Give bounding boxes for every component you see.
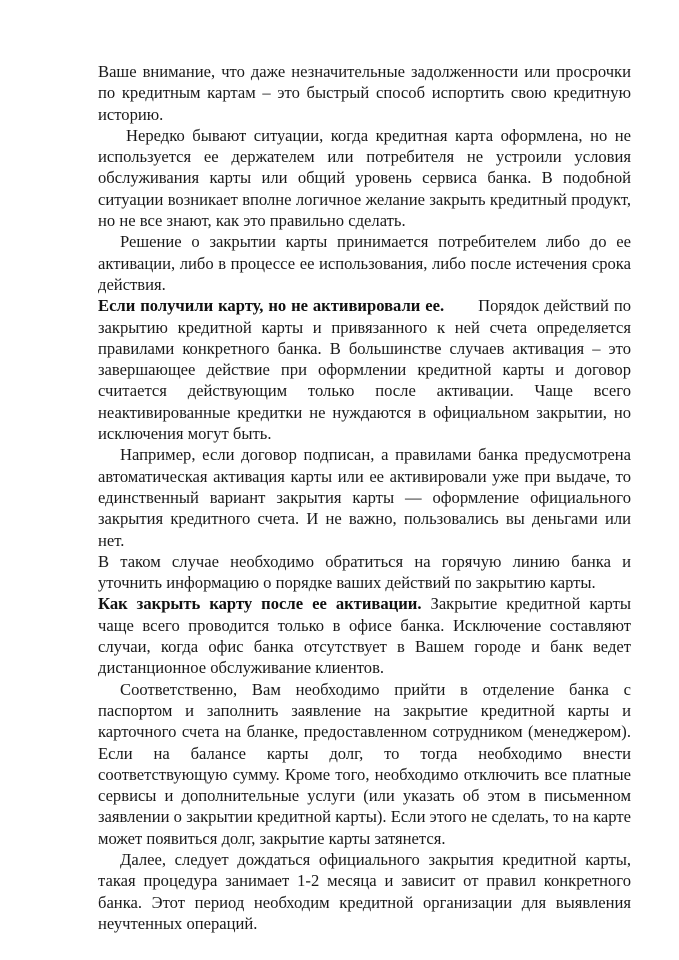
section-not-activated [98,295,631,444]
paragraph-official-closure-wait: Далее, следует дождаться официального закрытия кредитной карты, такая процедура занимает 1-2 месяца и зависит от правил конкретного банка. Этот период необходим кредитной организации для выявления неучтенных операций. [98,849,631,933]
paragraph-unused-card-situation: Нередко бывают ситуации, когда кредитная карта оформлена, но не используется ее держателем или потребителя не устроили условия обслуживания карты или общий уровень сервиса банка. В подобной ситуации возникает вполне логичное желание закрыть кредитный продукт, но не все знают, как это правильно сделать. [98,125,631,231]
section-heading-not-activated: Если получили карту, но не активировали ее. [98,296,445,316]
section-body-not-activated: Порядок действий по закрытию кредитной карты и привязанного к ней счета определяется правилами конкретного банка. В большинстве случаев активация – это завершающее действие при оформлении кредитной карты и договор считается действующим только после активации. Чаще всего неактивированные кредитки не нуждаются в официальном закрытии, но исключения могут быть. [98,296,632,444]
section-body-after-activation: Закрытие кредитной карты чаще всего проводится только в офисе банка. Исключение составляют случаи, когда офис банка отсутствует в Вашем городе и банк ведет дистанционное обслуживание клиентов. [98,594,631,678]
paragraph-closing-decision: Решение о закрытии карты принимается потребителем либо до ее активации, либо в процессе ее использования, либо после истечения срока действия. [98,232,631,294]
section-after-activation [98,593,631,678]
section-heading-after-activation: Как закрыть карту после ее активации. [98,594,422,614]
paragraph-auto-activation-example: Например, если договор подписан, а правилами банка предусмотрена автоматическая активация карты или ее активировали уже при выдаче, то единственный вариант закрытия карты — оформление официального закрытия кредитного счета. И не важно, пользовались вы деньгами или нет. [98,445,631,550]
paragraph-bank-visit-procedure: Соответственно, Вам необходимо прийти в отделение банка с паспортом и заполнить заявление на закрытие кредитной карты и карточного счета на бланке, предоставленном сотрудником (менеджером). Если на балансе карты долг, то тогда необходимо внести соответствующую сумму. Кроме того, необходимо отключить все платные сервисы и дополнительные услуги (или указать об этом в письменном заявлении о закрытии кредитной карты). Если этого не сделать, то на карте может появиться долг, закрытие карты затянется. [98,679,631,848]
paragraph-hotline-advice: В таком случае необходимо обратиться на горячую линию банка и уточнить информацию о порядке ваших действий по закрытию карты. [98,551,631,593]
paragraph-credit-history-warning: Ваше внимание, что даже незначительные задолженности или просрочки по кредитным картам – это быстрый способ испортить свою кредитную историю. [98,62,631,124]
document-page [98,61,631,934]
